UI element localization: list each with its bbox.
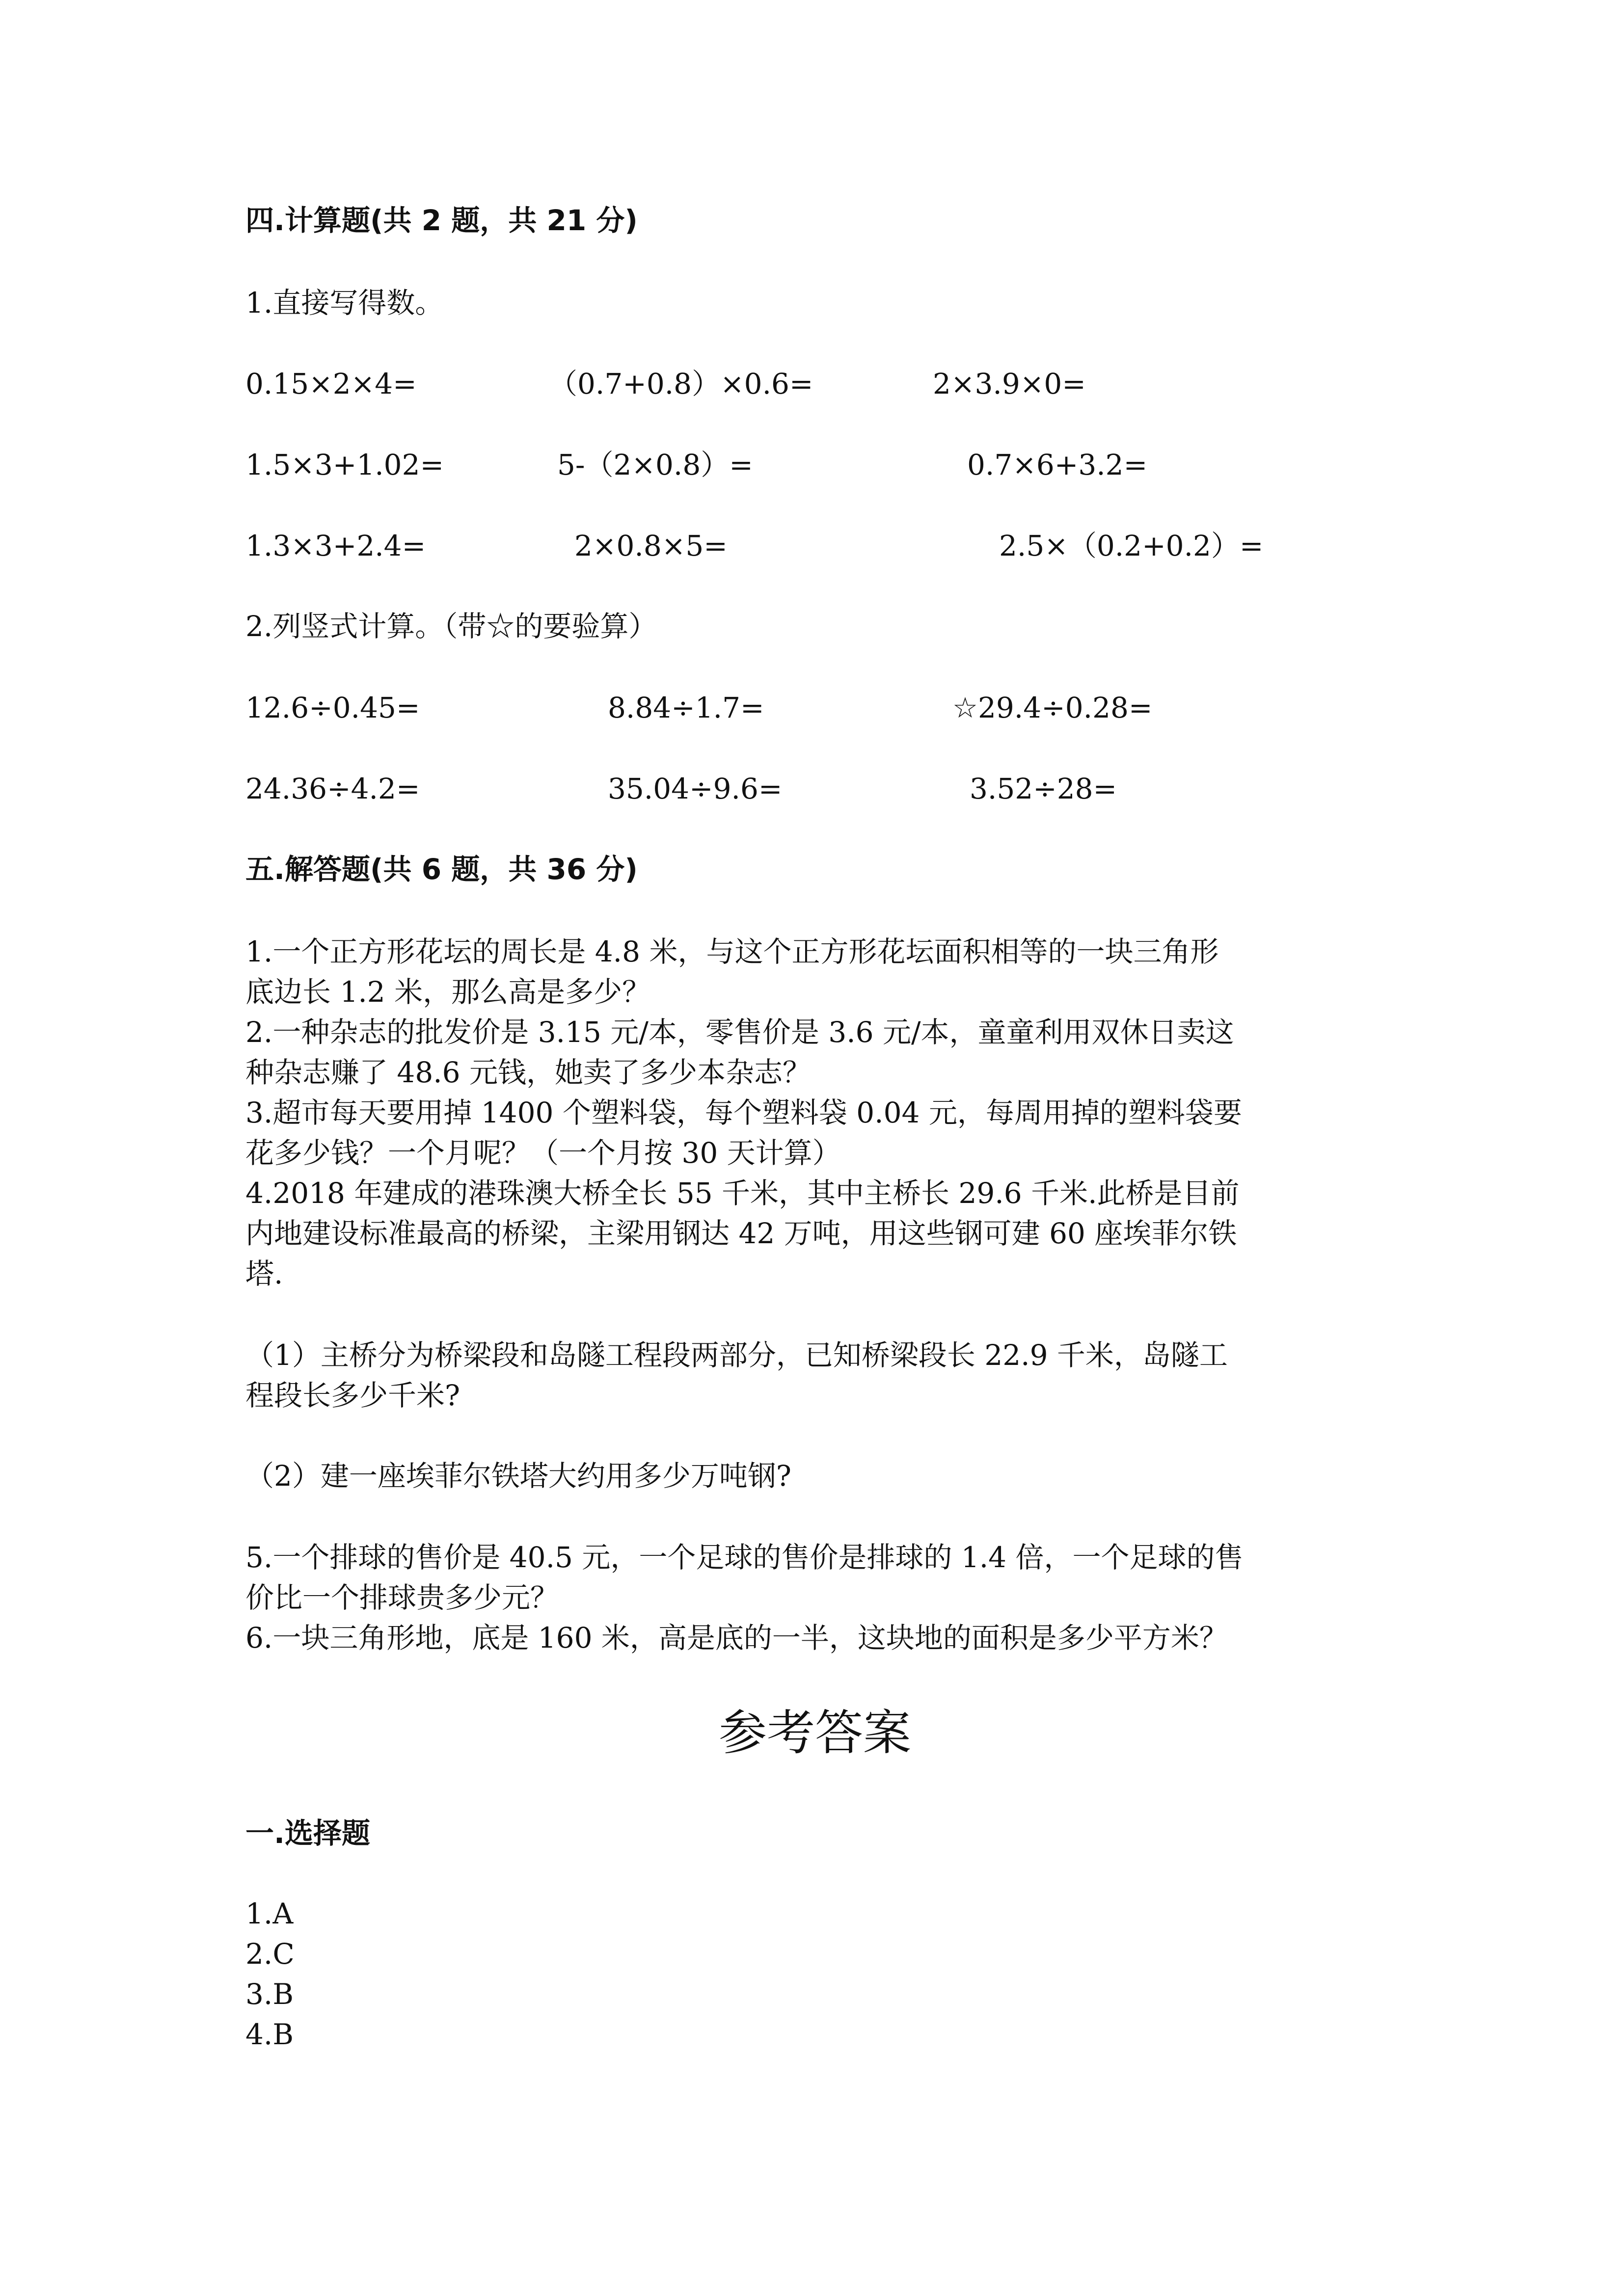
calc-item: ☆29.4÷0.28= bbox=[952, 691, 1153, 724]
question-1-prompt: 1.直接写得数。 bbox=[245, 286, 444, 320]
calc-item: 2×0.8×5= bbox=[574, 529, 728, 562]
answer-item: 1.A bbox=[245, 1897, 294, 1930]
calc-item: 12.6÷0.45= bbox=[245, 691, 420, 724]
subproblem-line: （1）主桥分为桥梁段和岛隧工程段两部分，已知桥梁段长 22.9 千米，岛隧工 bbox=[245, 1338, 1228, 1372]
calc-item: 2.5×（0.2+0.2）= bbox=[999, 529, 1264, 562]
problem-line: 5.一个排球的售价是 40.5 元，一个足球的售价是排球的 1.4 倍，一个足球的售 bbox=[245, 1541, 1244, 1574]
subproblem-line: （2）建一座埃菲尔铁塔大约用多少万吨钢? bbox=[245, 1459, 791, 1493]
answer-item: 3.B bbox=[245, 1977, 294, 2011]
calc-item: 2×3.9×0= bbox=[933, 367, 1086, 400]
calc-item: 0.7×6+3.2= bbox=[967, 448, 1148, 481]
calc-item: 1.3×3+2.4= bbox=[245, 529, 426, 562]
problem-line: 4.2018 年建成的港珠澳大桥全长 55 千米，其中主桥长 29.6 千米.此桥是目前 bbox=[245, 1176, 1240, 1210]
problem-line: 底边长 1.2 米，那么高是多少？ bbox=[245, 975, 651, 1009]
answer-item: 2.C bbox=[245, 1937, 295, 1971]
problem-line: 内地建设标准最高的桥梁，主梁用钢达 42 万吨，用这些钢可建 60 座埃菲尔铁 bbox=[245, 1217, 1237, 1250]
calc-item: 1.5×3+1.02= bbox=[245, 448, 444, 481]
problem-line: 6.一块三角形地，底是 160 米，高是底的一半，这块地的面积是多少平方米？ bbox=[245, 1621, 1228, 1655]
problem-line: 1.一个正方形花坛的周长是 4.8 米，与这个正方形花坛面积相等的一块三角形 bbox=[245, 935, 1219, 968]
section-4-heading: 四.计算题(共 2 题，共 21 分) bbox=[245, 204, 638, 237]
problem-line: 价比一个排球贵多少元？ bbox=[245, 1581, 559, 1614]
section-5-heading: 五.解答题(共 6 题，共 36 分) bbox=[245, 853, 638, 886]
subproblem-line: 程段长多少千米? bbox=[245, 1379, 460, 1412]
answers-section-1-heading: 一.选择题 bbox=[245, 1816, 371, 1850]
calc-item: 0.15×2×4= bbox=[245, 367, 417, 400]
problem-line: 3.超市每天要用掉 1400 个塑料袋，每个塑料袋 0.04 元，每周用掉的塑料袋要 bbox=[245, 1096, 1242, 1129]
problem-line: 花多少钱？一个月呢？（一个月按 30 天计算） bbox=[245, 1136, 841, 1170]
question-2-prompt: 2.列竖式计算。（带☆的要验算） bbox=[245, 610, 657, 643]
answer-item: 4.B bbox=[245, 2018, 294, 2051]
calc-item: （0.7+0.8）×0.6= bbox=[549, 367, 813, 400]
calc-item: 8.84÷1.7= bbox=[608, 691, 764, 724]
calc-item: 24.36÷4.2= bbox=[245, 772, 420, 805]
problem-line: 2.一种杂志的批发价是 3.15 元/本，零售价是 3.6 元/本，童童利用双休日卖这 bbox=[245, 1015, 1234, 1049]
calc-item: 3.52÷28= bbox=[970, 772, 1117, 805]
problem-line: 种杂志赚了 48.6 元钱，她卖了多少本杂志？ bbox=[245, 1056, 812, 1089]
calc-item: 5-（2×0.8）= bbox=[557, 448, 753, 481]
calc-item: 35.04÷9.6= bbox=[608, 772, 783, 805]
answers-title: 参考答案 bbox=[719, 1705, 912, 1761]
problem-line: 塔. bbox=[245, 1257, 283, 1290]
